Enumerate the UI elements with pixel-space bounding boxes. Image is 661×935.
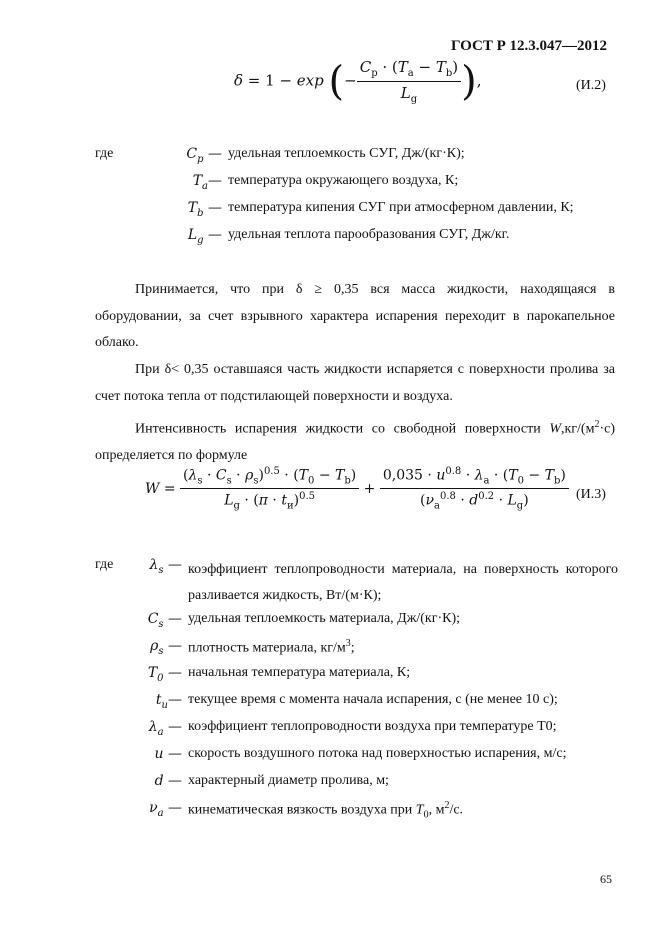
definition-lambda-a: коэффициент теплопроводности воздуха при температуре Т0; — [188, 719, 557, 734]
equation-i2: δ = 1 − exp (− $\frac{C_p \cdot (T_a - T_b)}{L_g}$ ), — [234, 58, 482, 105]
paragraph-delta-ge: Принимается, что при δ ≥ 0,35 вся масса жидкости, находящаяся в оборудовании, за счет взрывного характера испарения переходит в парокапельное облако. — [95, 282, 615, 350]
where-label: где — [95, 146, 114, 161]
symbol-lambda-a: $\lambda_a$ — — [148, 719, 182, 738]
equation-i3: W = $\frac{(\lambda_s \cdot C_s \cdot \rho_s)^{0.5} \cdot (T_0 - T_b)}{L_g \cdot (\pi \cdot t_и)^{0.5}}$ + $\frac{0,035 \cdot u^{0.8} \cdot \lambda_a \cdot (T_0 - T_b)}{(\nu_a^{0.8} \cdot d^{0.2} \cdot L_g)}$ — [145, 466, 569, 512]
symbol-u: u — — [154, 746, 182, 762]
definition-cp: удельная теплоемкость СУГ, Дж/(кг·К); — [228, 146, 465, 161]
where-label-2: где — [95, 557, 114, 572]
symbol-ta: $T_a—$ — [192, 173, 222, 192]
definition-nu-a: кинематическая вязкость воздуха при $T_0$, $м^2/с$. — [188, 800, 464, 821]
symbol-lg: $L_g$ — — [187, 227, 222, 246]
equation-number-i3: (И.3) — [576, 487, 606, 502]
paragraph-delta-lt: При δ< 0,35 оставшаяся часть жидкости испаряется с поверхности пролива за счет потока тепла от подстилающей поверхности и воздуха. — [95, 362, 615, 404]
page-number: 65 — [600, 872, 612, 886]
definition-rho-s: плотность материала, $кг/м^3$; — [188, 638, 355, 656]
definition-t0: начальная температура материала, К; — [188, 665, 411, 680]
symbol-rho-s: $\rho_s$ — — [150, 638, 182, 657]
symbol-tu: $t_и—$ — [155, 692, 182, 711]
definition-lg: удельная теплота парообразования СУГ, Дж/кг. — [228, 227, 510, 242]
definition-lambda-s: коэффициент теплопроводности материала, на поверхность которого разливается жидкость, Вт/(м·К); — [188, 562, 618, 603]
definition-tu: текущее время с момента начала испарения, с (не менее 10 с); — [188, 692, 558, 707]
symbol-d: d — — [154, 773, 182, 789]
symbol-tb: $T_b$ — — [187, 200, 222, 219]
paragraph-intensity: Интенсивность испарения жидкости со свободной поверхности $W,кг/(м^2\cdot с)$ определяется по формуле — [95, 419, 615, 464]
document-standard-header: ГОСТ Р 12.3.047—2012 — [451, 38, 608, 54]
symbol-nu-a: $\nu_a$ — — [149, 800, 182, 819]
definition-u: скорость воздушного потока над поверхностью испарения, м/с; — [188, 746, 567, 761]
symbol-cs: $C_s$ — — [147, 611, 182, 630]
definition-cs: удельная теплоемкость материала, Дж/(кг·К); — [188, 611, 461, 626]
definition-tb: температура кипения СУГ при атмосферном давлении, К; — [228, 200, 574, 215]
equation-number-i2: (И.2) — [576, 78, 606, 93]
definition-ta: температура окружающего воздуха, К; — [228, 173, 459, 188]
definition-d: характерный диаметр пролива, м; — [188, 773, 389, 788]
symbol-cp: $C_p$ — — [186, 146, 222, 165]
symbol-lambda-s: $\lambda_s$ — — [149, 557, 182, 576]
symbol-t0: $T_0$ — — [147, 665, 182, 684]
